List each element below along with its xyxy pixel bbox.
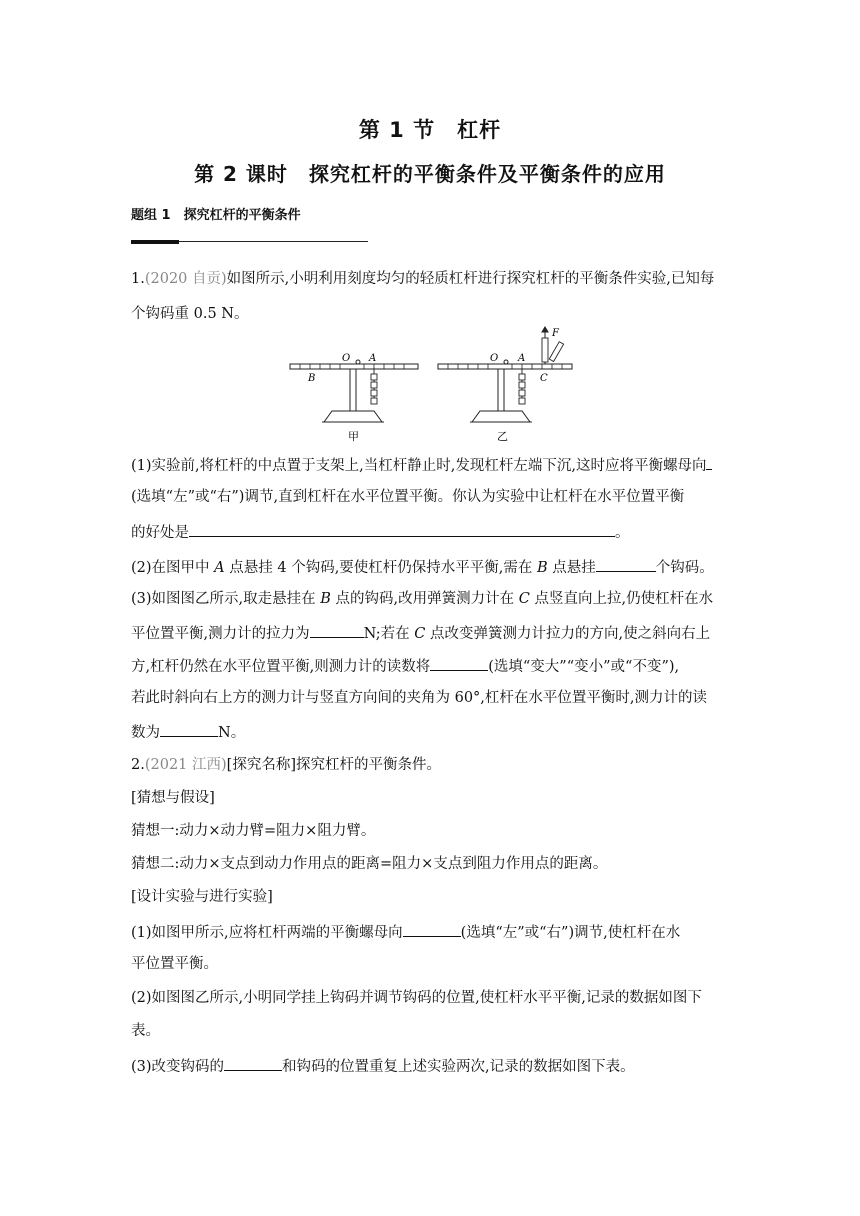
- q1-part2-text: 个钩码。: [655, 560, 714, 576]
- q1-part3-text: 点的钩码,改用弹簧测力计在: [330, 591, 519, 607]
- q2-step2-line2: 表。: [131, 1023, 160, 1039]
- q1-part1-line1: [131, 455, 741, 476]
- figure-label-right: 乙: [497, 430, 508, 443]
- support-base: [472, 411, 530, 422]
- q2-guess-2: 猜想二:动力×支点到动力作用点的距离=阻力×支点到阻力作用点的距离。: [131, 856, 608, 872]
- point-A-label: A: [369, 353, 377, 364]
- force-F-label: F: [552, 328, 559, 339]
- q2-experiment-heading: [设计实验与进行实验]: [131, 889, 273, 905]
- group-heading: 题组 1 探究杠杆的平衡条件: [131, 208, 301, 223]
- lever-figure: [280, 326, 580, 448]
- lever-diagram-left: [290, 353, 418, 443]
- support-post: [498, 369, 504, 411]
- q2-stem: [131, 756, 741, 775]
- q1-part3-point: C: [518, 591, 530, 607]
- q1-source: (2020 自贡): [144, 271, 227, 287]
- q1-part2-text: (2)在图甲中: [131, 560, 215, 576]
- q1-part3-line3: [131, 656, 741, 677]
- q1-part3-text: 数为: [131, 725, 160, 741]
- hook-weights-A: [371, 369, 377, 404]
- q2-step1-answer-blank[interactable]: [403, 922, 461, 937]
- q1-part1-line2: (选填“左”或“右”)调节,直到杠杆在水平位置平衡。你认为实验中让杠杆在水平位置平衡: [131, 489, 685, 505]
- point-O-label: O: [342, 353, 351, 364]
- q1-part3-text: 方,杠杆仍然在水平位置平衡,则测力计的读数将: [131, 659, 431, 675]
- q2-step3-text: (3)改变钩码的: [131, 1059, 225, 1075]
- balance-nut: [356, 360, 360, 364]
- q1-part3-answer-blank-3[interactable]: [160, 722, 218, 737]
- q2-step1-line1: [131, 922, 741, 943]
- q1-part3-point: B: [320, 591, 331, 607]
- q2-guess-1: 猜想一:动力×动力臂=阻力×阻力臂。: [131, 823, 376, 839]
- balance-nut: [504, 360, 508, 364]
- q1-part2-answer-blank[interactable]: [596, 557, 656, 572]
- q2-number: 2.: [131, 757, 145, 773]
- q1-part3-answer-blank-2[interactable]: [430, 656, 488, 671]
- q1-part2-text: 点悬挂: [547, 560, 596, 576]
- q1-part1-text: (1)实验前,将杠杆的中点置于支架上,当杠杆静止时,发现杠杆左端下沉,这时应将平衡螺母向: [131, 458, 707, 474]
- q1-part3-text: (选填“变大”“变小”或“不变”),: [488, 659, 680, 675]
- q1-part3-text: 点改变弹簧测力计拉力的方向,使之斜向右上: [425, 626, 711, 642]
- q1-part2-point: A: [214, 560, 225, 576]
- q2-step1-text: (1)如图甲所示,应将杠杆两端的平衡螺母向: [131, 925, 403, 941]
- q2-step1-line2: 平位置平衡。: [131, 956, 218, 972]
- q2-source: (2021 江西): [144, 757, 227, 773]
- support-base: [324, 411, 382, 422]
- point-B-label: B: [308, 373, 316, 384]
- hook-weights-A: [519, 369, 525, 404]
- section-title: 第 1 节 杠杆: [358, 118, 502, 142]
- point-O-label: O: [490, 353, 499, 364]
- lesson-title: 第 2 课时 探究杠杆的平衡条件及平衡条件的应用: [194, 162, 666, 186]
- q2-step1-text: (选填“左”或“右”)调节,使杠杆在水: [460, 925, 681, 941]
- q2-step3-line1: [131, 1056, 741, 1077]
- lever-bar: [290, 364, 418, 369]
- q2-step3-answer-blank[interactable]: [224, 1056, 282, 1071]
- support-post: [350, 369, 356, 411]
- q1-part1-answer-blank-2[interactable]: [189, 522, 615, 537]
- q1-part3-text: N。: [218, 725, 246, 741]
- q1-stem-line1: [131, 270, 741, 289]
- q1-part2-text: 点悬挂 4 个钩码,要使杠杆仍保持水平平衡,需在: [224, 560, 538, 576]
- q2-step2-line1: (2)如图图乙所示,小明同学挂上钩码并调节钩码的位置,使杠杆水平平衡,记录的数据如图下: [131, 990, 702, 1006]
- q1-part3-line4: 若此时斜向右上方的测力计与竖直方向间的夹角为 60°,杠杆在水平位置平衡时,测力计的读: [131, 690, 708, 706]
- q1-part1-answer-blank-1[interactable]: [706, 455, 712, 470]
- lever-diagram-right: [438, 327, 572, 443]
- q1-part1-text: 的好处是: [131, 525, 189, 541]
- q1-number: 1.: [131, 271, 145, 287]
- q1-part1-text: 。: [615, 525, 630, 541]
- q1-part3-text: (3)如图图乙所示,取走悬挂在: [131, 591, 321, 607]
- q2-hypothesis-heading: [猜想与假设]: [131, 790, 215, 806]
- q1-part3-answer-blank-1[interactable]: [310, 623, 364, 638]
- q2-step3-text: 和钩码的位置重复上述实验两次,记录的数据如图下表。: [282, 1059, 635, 1075]
- q2-text: [探究名称]探究杠杆的平衡条件。: [226, 757, 441, 773]
- figure-label-left: 甲: [348, 430, 359, 443]
- q1-part1-line3: [131, 522, 741, 543]
- q1-part2-point: B: [537, 560, 548, 576]
- point-C-label: C: [540, 373, 548, 384]
- q1-part3-text: 点竖直向上拉,仍使杠杆在水: [529, 591, 714, 607]
- heading-rule-accent: [131, 240, 179, 244]
- q1-text: 如图所示,小明利用刻度均匀的轻质杠杆进行探究杠杆的平衡条件实验,已知每: [226, 271, 715, 287]
- point-A-label: A: [518, 353, 526, 364]
- q1-stem-line2: 个钩码重 0.5 N。: [131, 306, 249, 322]
- q1-part3-line1: [131, 590, 741, 609]
- q1-part3-line2: [131, 623, 741, 644]
- q1-part3-text: 平位置平衡,测力计的拉力为: [131, 626, 310, 642]
- q1-part3-point: C: [414, 626, 426, 642]
- q1-part3-text: N;若在: [363, 626, 415, 642]
- q1-part2-line1: [131, 557, 741, 578]
- q1-part3-line5: [131, 722, 741, 743]
